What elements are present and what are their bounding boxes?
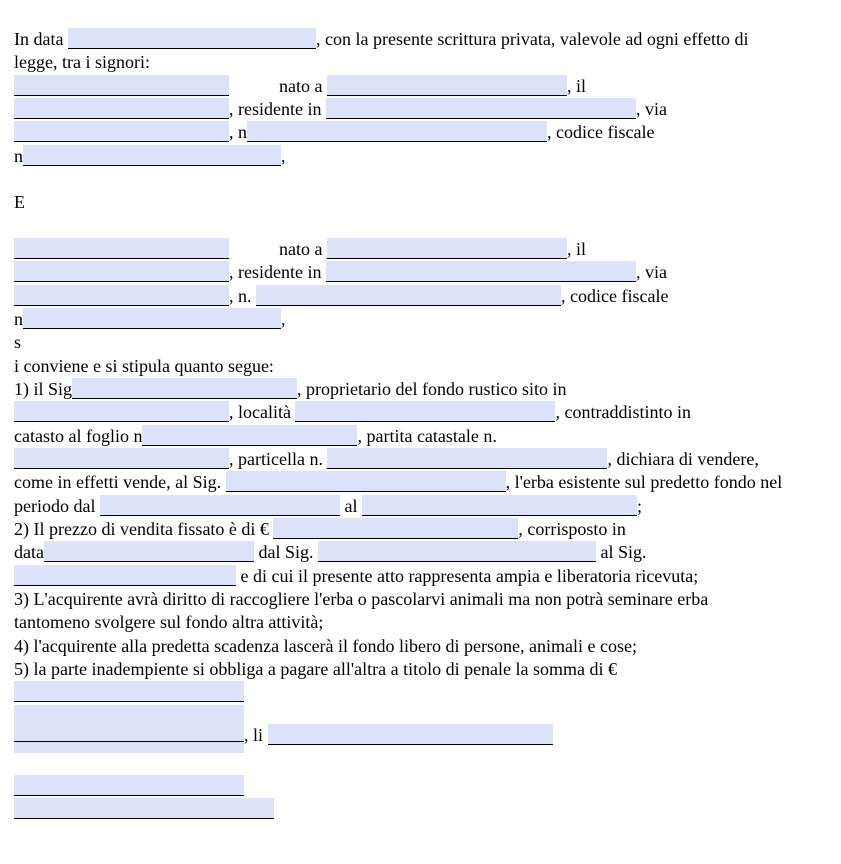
buyer-birthplace-field[interactable] (327, 238, 567, 259)
text-run: n (14, 308, 23, 329)
text-run: legge, tra i signori: (14, 52, 150, 73)
buyer-birthdate-field[interactable] (14, 261, 229, 282)
cadastre-entry-field[interactable] (14, 448, 229, 469)
buyer-street-field[interactable] (14, 285, 229, 306)
text-run: , particella n. (229, 448, 328, 469)
text-run: 4) l'acquirente alla predetta scadenza lascerà il fondo libero di persone, animali e cose; (14, 635, 637, 656)
text-line (14, 285, 827, 308)
land-locality-field[interactable] (295, 401, 555, 422)
text-run: 2) Il prezzo di vendita fissato è di € (14, 518, 274, 539)
text-run: periodo dal (14, 495, 100, 516)
text-line (14, 471, 827, 494)
buyer-street-number-field[interactable] (256, 285, 561, 306)
text-line (14, 191, 827, 214)
text-line (14, 355, 827, 378)
text-line (14, 168, 827, 191)
contract-date-field[interactable] (68, 28, 316, 49)
text-line (14, 751, 827, 774)
text-line (14, 565, 827, 588)
text-run: n (14, 145, 23, 166)
text-line (14, 705, 827, 745)
text-line (14, 588, 827, 611)
seller-street-field[interactable] (14, 121, 229, 142)
text-line (14, 798, 827, 821)
text-line (14, 518, 827, 541)
date-signed-field[interactable] (268, 724, 553, 745)
text-run: nato a (279, 75, 327, 96)
text-run: i conviene e si stipula quanto segue: (14, 355, 274, 376)
signature-field-2[interactable] (14, 798, 274, 819)
text-run: , residente in (229, 262, 326, 283)
text-line (14, 425, 827, 448)
text-line (14, 448, 827, 471)
text-line (14, 495, 827, 518)
text-run: , via (635, 98, 667, 119)
text-run: catasto al foglio n (14, 425, 143, 446)
payee-name-field[interactable] (14, 565, 236, 586)
text-run: E (14, 192, 25, 213)
seller-birthdate-field[interactable] (14, 98, 229, 119)
text-line (14, 308, 827, 331)
text-run: , via (635, 262, 667, 283)
text-line (14, 75, 827, 98)
text-line (14, 28, 827, 51)
text-run: , corrisposto in (518, 518, 626, 539)
seller-fiscal-code-field[interactable] (23, 145, 281, 166)
text-run: come in effetti vende, al Sig. (14, 472, 226, 493)
text-run: , li (244, 724, 268, 745)
seller-birthplace-field[interactable] (327, 75, 567, 96)
period-end-field[interactable] (362, 495, 637, 516)
text-run: , n (229, 122, 247, 143)
text-run: dal Sig. (253, 542, 318, 563)
price-field[interactable] (273, 518, 518, 539)
payment-date-field[interactable] (44, 541, 254, 562)
text-line (14, 261, 827, 284)
text-run: , n. (229, 285, 256, 306)
text-run: , dichiara di vendere, (607, 448, 759, 469)
text-run: 5) la parte inadempiente si obbliga a pagare all'altra a titolo di penale la somma di € (14, 658, 618, 679)
text-run: , (281, 308, 286, 329)
text-run: , partita catastale n. (357, 425, 497, 446)
text-run: data (14, 542, 44, 563)
text-run: al Sig. (596, 542, 647, 563)
text-line (14, 121, 827, 144)
land-location-field[interactable] (14, 401, 229, 422)
text-run: al (339, 495, 362, 516)
text-run: , codice fiscale (547, 122, 655, 143)
text-line (14, 775, 827, 798)
text-line (14, 331, 827, 354)
text-line (14, 681, 827, 704)
text-run: 1) il Sig (14, 378, 73, 399)
period-start-field[interactable] (100, 495, 340, 516)
text-run: , contraddistinto in (555, 402, 691, 423)
text-line (14, 635, 827, 658)
text-run: , con la presente scrittura privata, valevole ad ogni effetto di (315, 29, 749, 49)
text-run: , il (566, 75, 586, 96)
text-run: tantomeno svolgere sul fondo altra attività; (14, 612, 324, 633)
text-run: , l'erba esistente sul predetto fondo nel (505, 472, 783, 493)
text-run: ; (636, 495, 642, 516)
text-run: e di cui il presente atto rappresenta ampia e liberatoria ricevuta; (236, 565, 699, 586)
text-line (14, 658, 827, 681)
text-line (14, 215, 827, 238)
payer-name-field[interactable] (318, 541, 596, 562)
text-run: , codice fiscale (561, 285, 669, 306)
buyer-name-field[interactable] (14, 238, 229, 259)
text-line (14, 541, 827, 564)
seller-residence-field[interactable] (326, 98, 636, 119)
text-run: , (281, 145, 286, 166)
cadastre-sheet-field[interactable] (142, 425, 357, 446)
text-line (14, 51, 827, 74)
text-run: nato a (279, 238, 327, 259)
place-field[interactable] (14, 705, 244, 753)
text-line (14, 145, 827, 168)
text-run: , il (566, 238, 586, 259)
text-run: , residente in (229, 98, 326, 119)
text-line (14, 238, 827, 261)
text-line (14, 611, 827, 634)
seller-name-field[interactable] (72, 378, 297, 399)
penalty-amount-field[interactable] (14, 681, 244, 702)
text-run: 3) L'acquirente avrà diritto di raccogliere l'erba o pascolarvi animali ma non potrà seminare erba (14, 588, 709, 609)
text-run: , località (229, 402, 296, 423)
text-run: s (14, 332, 22, 353)
parcel-number-field[interactable] (327, 448, 607, 469)
signature-field-1[interactable] (14, 775, 244, 796)
text-run: In data (14, 29, 68, 49)
buyer-residence-field[interactable] (326, 261, 636, 282)
text-line (14, 378, 827, 401)
text-run: , proprietario del fondo rustico sito in (297, 378, 567, 399)
text-line (14, 98, 827, 121)
text-line (14, 401, 827, 424)
seller-street-number-field[interactable] (247, 121, 547, 142)
seller-name-field[interactable] (14, 75, 229, 96)
buyer-name-field[interactable] (226, 471, 506, 492)
buyer-fiscal-code-field[interactable] (23, 308, 281, 329)
